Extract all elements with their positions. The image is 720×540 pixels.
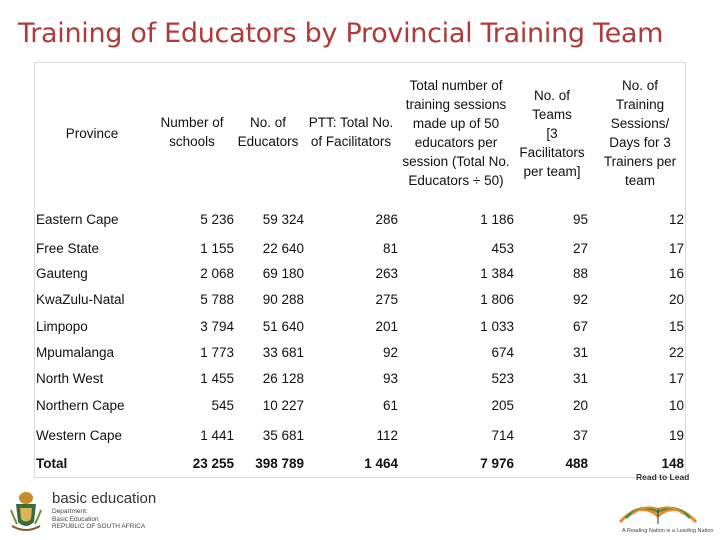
coat-of-arms-icon <box>8 488 44 536</box>
cell-facilitators: 93 <box>382 371 398 386</box>
cell-days: 12 <box>668 212 684 227</box>
header-facilitators: PTT: Total No. of Facilitators <box>308 115 394 149</box>
cell-sessions: 714 <box>491 428 514 443</box>
cell-educators: 59 324 <box>262 212 304 227</box>
campaign-tagline: A Reading Nation is a Leading Nation <box>622 528 714 534</box>
cell-schools: 5 236 <box>200 212 234 227</box>
cell-days: 17 <box>668 371 684 386</box>
cell-teams: 20 <box>572 398 588 413</box>
cell-teams: 92 <box>572 292 588 307</box>
campaign-name: Read to Lead <box>636 472 690 482</box>
page-title: Training of Educators by Provincial Training Team <box>18 18 664 49</box>
cell-facilitators: 112 <box>376 428 398 443</box>
cell-educators: 33 681 <box>262 345 304 360</box>
header-days: No. of Training Sessions/ Days for 3 Trainers per team <box>603 78 677 188</box>
cell-province: Mpumalanga <box>36 345 115 360</box>
cell-facilitators: 92 <box>382 345 398 360</box>
cell-schools: 545 <box>211 398 234 413</box>
header-province: Province <box>65 125 119 141</box>
cell-schools: 2 068 <box>200 266 234 281</box>
cell-days: 148 <box>661 456 684 471</box>
cell-educators: 398 789 <box>255 456 304 471</box>
cell-facilitators: 201 <box>375 319 398 334</box>
cell-educators: 10 227 <box>262 398 304 413</box>
cell-teams: 67 <box>572 319 588 334</box>
header-sessions: Total number of training sessions made up of 50 educators per session (Total No. Educators ÷ 50) <box>402 78 510 188</box>
cell-province: North West <box>36 371 104 386</box>
cell-teams: 88 <box>572 266 588 281</box>
cell-sessions: 1 033 <box>480 319 514 334</box>
cell-sessions: 453 <box>491 241 514 256</box>
cell-schools: 5 788 <box>200 292 234 307</box>
cell-teams: 31 <box>572 371 588 386</box>
cell-teams: 27 <box>572 241 588 256</box>
header-educators: No. of Educators <box>237 115 299 149</box>
cell-days: 10 <box>668 398 684 413</box>
cell-facilitators: 81 <box>382 241 398 256</box>
cell-days: 17 <box>668 241 684 256</box>
cell-educators: 69 180 <box>262 266 304 281</box>
cell-facilitators: 275 <box>375 292 398 307</box>
cell-sessions: 523 <box>491 371 514 386</box>
cell-sessions: 1 806 <box>480 292 514 307</box>
cell-schools: 1 155 <box>200 241 234 256</box>
cell-province: Total <box>36 456 68 471</box>
cell-province: Western Cape <box>36 428 123 443</box>
cell-days: 22 <box>668 345 684 360</box>
cell-educators: 22 640 <box>262 241 304 256</box>
cell-sessions: 1 186 <box>480 212 514 227</box>
book-icon <box>600 482 716 532</box>
cell-schools: 3 794 <box>200 319 234 334</box>
cell-facilitators: 1 464 <box>364 456 398 471</box>
cell-teams: 37 <box>572 428 588 443</box>
cell-facilitators: 263 <box>375 266 398 281</box>
cell-sessions: 1 384 <box>480 266 514 281</box>
read-to-lead-logo <box>600 472 716 538</box>
cell-educators: 26 128 <box>262 371 304 386</box>
header-teams: No. of Teams [3 Facilitators per team] <box>519 87 585 179</box>
cell-sessions: 674 <box>491 345 514 360</box>
cell-sessions: 205 <box>491 398 514 413</box>
cell-educators: 35 681 <box>262 428 304 443</box>
cell-schools: 1 455 <box>200 371 234 386</box>
cell-province: Limpopo <box>36 319 88 334</box>
cell-schools: 1 773 <box>200 345 234 360</box>
cell-educators: 51 640 <box>262 319 304 334</box>
cell-days: 16 <box>668 266 684 281</box>
cell-teams: 95 <box>572 212 588 227</box>
cell-province: Free State <box>36 241 100 256</box>
cell-sessions: 7 976 <box>480 456 514 471</box>
cell-facilitators: 61 <box>382 398 398 413</box>
cell-days: 20 <box>668 292 684 307</box>
cell-teams: 31 <box>572 345 588 360</box>
cell-province: Northern Cape <box>36 398 125 413</box>
header-schools: Number of schools <box>160 115 224 149</box>
org-subtitle: Department: Basic Education REPUBLIC OF SOUTH AFRICA <box>52 508 146 530</box>
cell-schools: 1 441 <box>200 428 234 443</box>
org-name: basic education <box>52 490 157 507</box>
cell-province: Gauteng <box>36 266 88 281</box>
cell-educators: 90 288 <box>262 292 304 307</box>
cell-days: 15 <box>668 319 684 334</box>
cell-province: Eastern Cape <box>36 212 119 227</box>
cell-days: 19 <box>668 428 684 443</box>
cell-schools: 23 255 <box>192 456 234 471</box>
department-logo <box>8 488 208 536</box>
cell-facilitators: 286 <box>375 212 398 227</box>
cell-province: KwaZulu-Natal <box>36 292 125 307</box>
cell-teams: 488 <box>565 456 588 471</box>
